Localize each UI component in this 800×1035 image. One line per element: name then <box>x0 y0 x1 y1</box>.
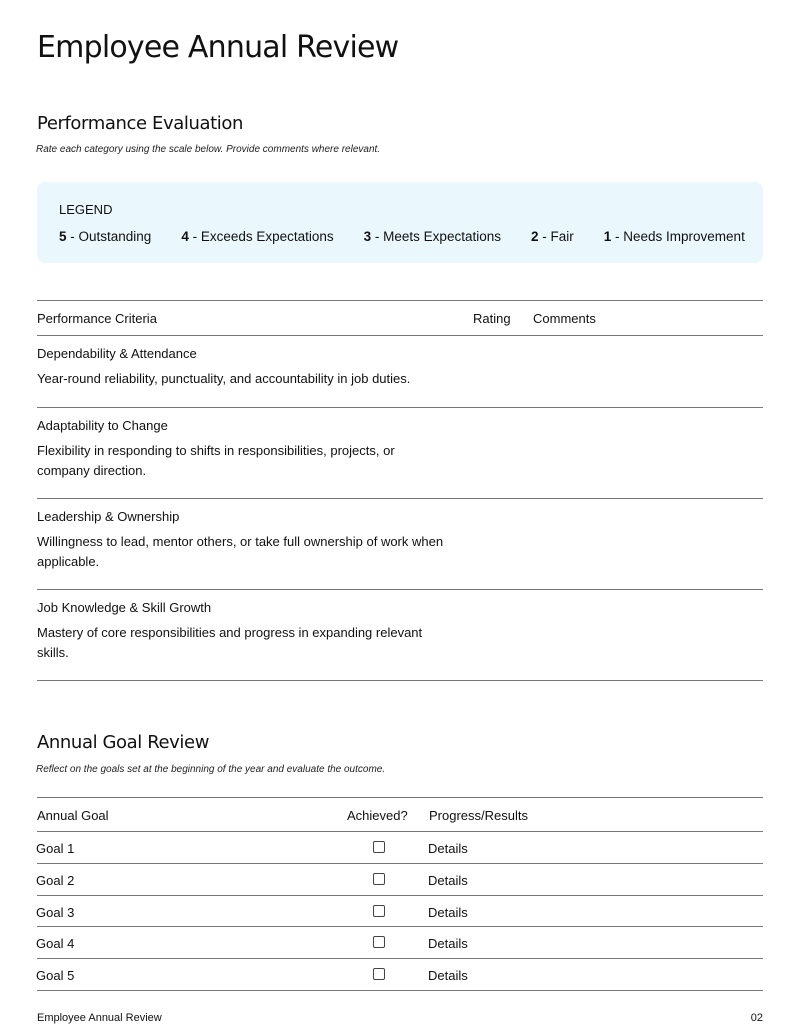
divider <box>37 589 763 590</box>
legend-item <box>604 229 745 244</box>
legend-item <box>364 229 501 244</box>
legend-rating-label: - Fair <box>538 229 574 244</box>
legend-items <box>59 229 775 244</box>
goal-name: Goal 5 <box>36 968 75 983</box>
legend-rating-label: - Exceeds Expectations <box>188 229 334 244</box>
goal-progress[interactable]: Details <box>428 905 468 920</box>
column-header-criteria: Performance Criteria <box>37 311 157 326</box>
legend-rating-label: - Meets Expectations <box>371 229 501 244</box>
divider <box>37 797 763 798</box>
page-number: 02 <box>750 1012 763 1024</box>
goal-name: Goal 2 <box>36 873 75 888</box>
legend-item <box>531 229 574 244</box>
achieved-checkbox[interactable] <box>373 873 385 885</box>
goal-progress[interactable]: Details <box>428 936 468 951</box>
legend-rating-label: - Outstanding <box>66 229 152 244</box>
goals-instructions: Reflect on the goals set at the beginning of the year and evaluate the outcome. <box>36 764 386 775</box>
footer-title: Employee Annual Review <box>37 1012 162 1024</box>
legend-item <box>181 229 333 244</box>
legend-rating-number: 5 <box>59 229 67 244</box>
page-title: Employee Annual Review <box>37 30 399 65</box>
criteria-description: Mastery of core responsibilities and progress in expanding relevant skills. <box>37 625 423 660</box>
goal-progress[interactable]: Details <box>428 841 468 856</box>
goal-progress[interactable]: Details <box>428 968 468 983</box>
divider <box>37 990 763 991</box>
legend-rating-number: 2 <box>530 229 539 244</box>
goal-name: Goal 1 <box>36 841 75 856</box>
divider <box>37 498 763 499</box>
achieved-checkbox[interactable] <box>373 841 385 853</box>
achieved-checkbox[interactable] <box>373 905 385 917</box>
column-header-rating: Rating <box>473 311 511 326</box>
rating-legend <box>37 182 763 263</box>
divider <box>37 926 763 927</box>
divider <box>37 335 763 336</box>
column-header-goal: Annual Goal <box>37 808 109 823</box>
goals-heading: Annual Goal Review <box>37 732 210 753</box>
criteria-description: Year-round reliability, punctuality, and accountability in job duties. <box>37 371 411 386</box>
column-header-comments: Comments <box>533 311 596 326</box>
divider <box>37 831 763 832</box>
criteria-description: Flexibility in responding to shifts in responsibilities, projects, or company direction. <box>37 443 395 478</box>
criteria-description: Willingness to lead, mentor others, or take full ownership of work when applicable. <box>37 534 444 569</box>
legend-rating-number: 3 <box>363 229 372 244</box>
goal-name: Goal 3 <box>36 905 75 920</box>
legend-title: LEGEND <box>59 202 113 217</box>
column-header-progress: Progress/Results <box>429 808 528 823</box>
divider <box>37 895 763 896</box>
divider <box>37 863 763 864</box>
column-header-achieved: Achieved? <box>347 808 408 823</box>
performance-heading: Performance Evaluation <box>37 113 243 134</box>
criteria-title: Dependability & Attendance <box>37 346 197 361</box>
performance-instructions: Rate each category using the scale below. Provide comments where relevant. <box>36 144 381 155</box>
goal-progress[interactable]: Details <box>428 873 468 888</box>
legend-rating-label: - Needs Improvement <box>611 229 745 244</box>
criteria-title: Adaptability to Change <box>37 418 168 433</box>
achieved-checkbox[interactable] <box>373 936 385 948</box>
goal-name: Goal 4 <box>36 936 75 951</box>
legend-rating-number: 4 <box>181 229 189 244</box>
divider <box>37 680 763 681</box>
criteria-title: Leadership & Ownership <box>37 509 180 524</box>
achieved-checkbox[interactable] <box>373 968 385 980</box>
divider <box>37 300 763 301</box>
criteria-title: Job Knowledge & Skill Growth <box>37 600 212 615</box>
legend-item <box>59 229 151 244</box>
divider <box>37 407 763 408</box>
divider <box>37 958 763 959</box>
legend-rating-number: 1 <box>603 229 612 244</box>
